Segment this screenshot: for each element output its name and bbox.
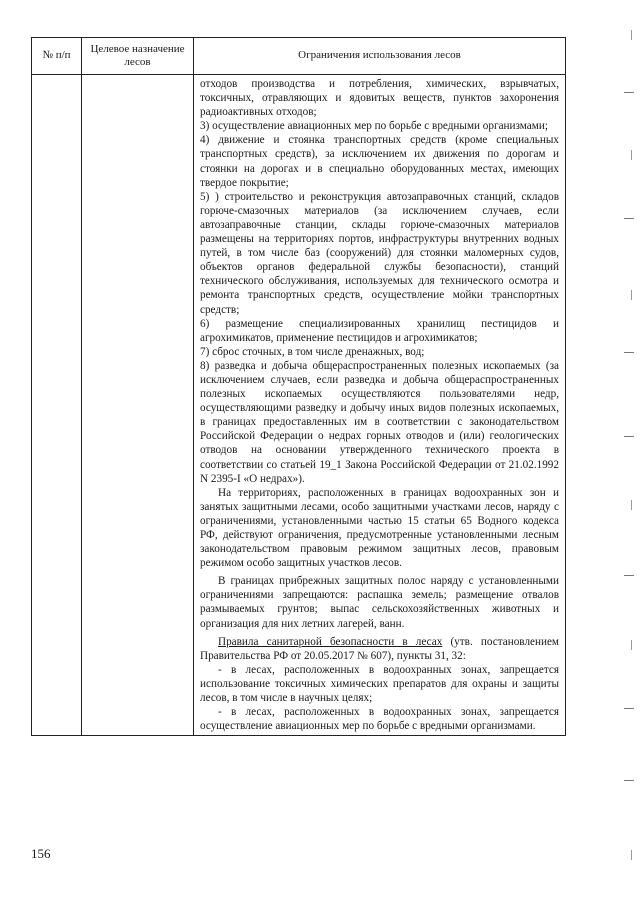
table-header-row <box>32 38 566 75</box>
paragraph-item-7: 7) сброс сточных, в том числе дренажных, вод; <box>200 345 425 358</box>
cell-num <box>32 75 82 736</box>
paragraph-item-6: 6) размещение специализированных хранилищ пестицидов и агрохимикатов, применение пестицидов и агрохимикатов; <box>200 317 559 344</box>
paragraph-item-8: 8) разведка и добыча общераспространенных полезных ископаемых (за исключением случаев, если разведка и добыча общераспространенных полезных ископаемых осуществляются пользователями недр, осуществляющими разведку и добычу иных видов полезных ископаемых, в границах предоставленных им в соответствии с законодательством Российской Федерации о недрах горных отводов и (или) геологических отводов на основании утвержденного технического проекта в соответствии со статьей 19_1 Закона Российской Федерации от 21.02.1992 N 2395-I «О недрах»). <box>200 359 559 485</box>
paragraph-water-zones: На территориях, расположенных в границах водоохранных зон и занятых защитными лесами, особо защитными участками лесов, наряду с ограничениями, установленными частью 15 статьи 65 Водного кодекса РФ, действуют ограничения, предусмотренные установленными лесным законодательством правовым режимом защитных лесов, правовым режимом особо защитных участков лесов. <box>200 486 559 570</box>
sanitary-rules-link[interactable]: Правила санитарной безопасности в лесах <box>218 635 443 648</box>
scan-margin-marks <box>620 0 640 905</box>
table-row <box>32 75 566 736</box>
paragraph-waste: отходов производства и потребления, химических, взрывчатых, токсичных, отравляющих и ядовитых веществ, пунктов захоронения радиоактивных отходов; <box>200 78 559 119</box>
paragraph-rule-32: - в лесах, расположенных в водоохранных зонах, запрещается осуществление авиационных мер по борьбе с вредными организмами. <box>200 706 559 733</box>
paragraph-coastal-strips: В границах прибрежных защитных полос наряду с установленными ограничениями запрещаются: распашка земель; размещение отвалов размываемых грунтов; выпас сельскохозяйственных животных и организация для них летних лагерей, ванн. <box>200 575 559 630</box>
sanitary-rules-text: (утв. постановлением Правительства РФ от 20.05.2017 № 607), пункты 31, 32: <box>200 635 560 662</box>
header-restrictions: Ограничения использования лесов <box>194 38 566 75</box>
header-num: № п/п <box>32 38 82 75</box>
paragraph-sanitary-rules <box>200 635 559 663</box>
paragraph-rule-31: - в лесах, расположенных в водоохранных зонах, запрещается использование токсичных химических препаратов для охраны и защиты лесов, в том числе в научных целях; <box>200 663 559 705</box>
paragraph-item-4: 4) движение и стоянка транспортных средств (кроме специальных транспортных средств), за исключением их движения по дорогам и стоянки на дорогах и в специально оборудованных местах, имеющих твердое покрытие; <box>200 134 559 189</box>
paragraph-item-5: 5) ) строительство и реконструкция автозаправочных станций, складов горюче-смазочных материалов (за исключением случаев, если автозаправочные станции, склады горюче-смазочных материалов размещены на территориях портов, инфраструктуры внутренних водных путей, в том числе баз (сооружений) для стоянки маломерных судов, объектов органов федеральной службы безопасности), станций технического обслуживания, используемых для технического осмотра и ремонта транспортных средств, осуществление мойки транспортных средств; <box>200 190 559 316</box>
header-purpose: Целевое назначение лесов <box>82 38 194 75</box>
paragraph-item-3: 3) осуществление авиационных мер по борьбе с вредными организмами; <box>200 120 548 133</box>
cell-purpose <box>82 75 194 736</box>
page-number: 156 <box>31 846 51 861</box>
cell-restrictions <box>194 75 566 736</box>
restrictions-table <box>31 37 566 736</box>
